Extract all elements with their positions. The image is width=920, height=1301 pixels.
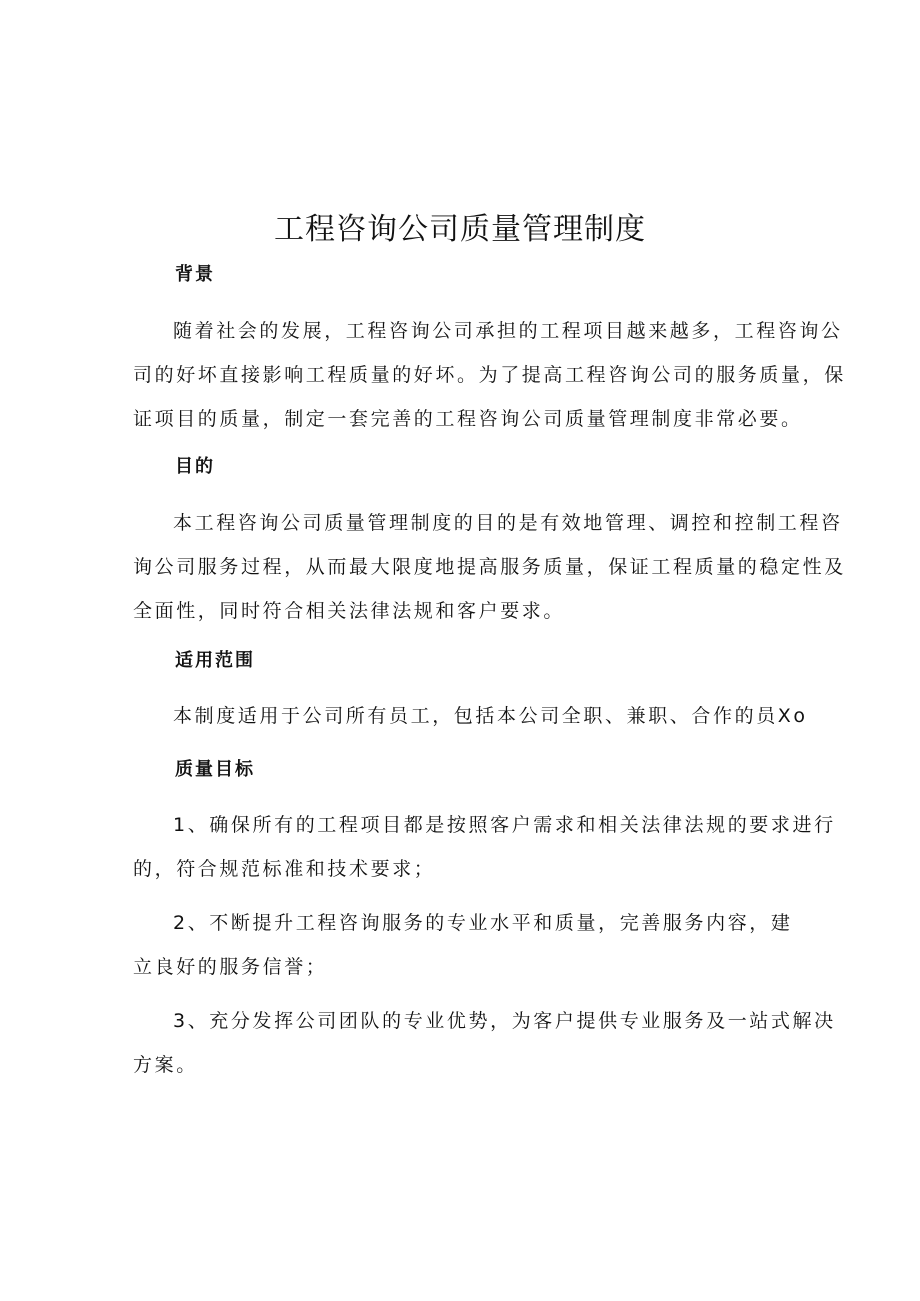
section-heading-purpose: 目的 (175, 456, 215, 477)
section-heading-background: 背景 (175, 264, 215, 285)
paragraph-line: 本制度适用于公司所有员工，包括本公司全职、兼职、合作的员Xo (173, 705, 808, 727)
quality-goal-item-3 (133, 999, 836, 1087)
paragraph-line: 询公司服务过程，从而最大限度地提高服务质量，保证工程质量的稳定性及 (133, 556, 846, 578)
paragraph-line: 立良好的服务信誉； (133, 956, 328, 978)
paragraph-line: 3、充分发挥公司团队的专业优势，为客户提供专业服务及一站式解决 (173, 1010, 836, 1032)
paragraph-line: 证项目的质量，制定一套完善的工程咨询公司质量管理制度非常必要。 (133, 408, 803, 430)
paragraph-line: 司的好坏直接影响工程质量的好坏。为了提高工程咨询公司的服务质量，保 (133, 364, 846, 386)
paragraph-line: 的，符合规范标准和技术要求； (133, 858, 436, 880)
page-title: 工程咨询公司质量管理制度 (274, 212, 646, 247)
section-paragraph-purpose (133, 501, 846, 633)
paragraph-line: 1、确保所有的工程项目都是按照客户需求和相关法律法规的要求进行 (173, 814, 836, 836)
section-heading-quality-goals: 质量目标 (175, 759, 255, 780)
paragraph-line: 2、不断提升工程咨询服务的专业水平和质量，完善服务内容，建 (173, 912, 793, 934)
quality-goal-item-2 (133, 901, 798, 989)
quality-goal-item-1 (133, 803, 836, 891)
paragraph-line: 本工程咨询公司质量管理制度的目的是有效地管理、调控和控制工程咨 (173, 512, 843, 534)
paragraph-line: 全面性，同时符合相关法律法规和客户要求。 (133, 600, 566, 622)
paragraph-line: 随着社会的发展，工程咨询公司承担的工程项目越来越多，工程咨询公 (173, 320, 843, 342)
section-paragraph-scope (133, 694, 808, 738)
section-paragraph-background (133, 309, 846, 441)
section-heading-scope: 适用范围 (175, 650, 255, 671)
paragraph-line: 方案。 (133, 1054, 198, 1076)
